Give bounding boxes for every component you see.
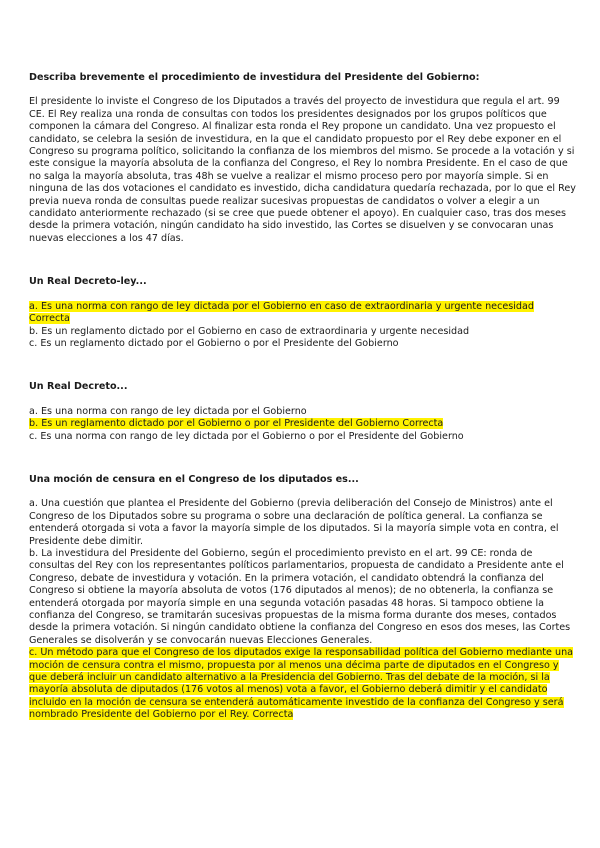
answer-text: El presidente lo inviste el Congreso de los Diputados a través del proyecto de investidura que regula el art. 99 CE. El Rey realiza una ronda de consultas con todos los presidentes designados por los grupos políticos que componen la cámara del Congreso. Al finalizar esta ronda el Rey propone un candidato. Una vez propuesto el candidato, se celebra la sesión de investidura, en la que el candidato propuesto por el Rey debe exponer en el Congreso su programa político, solicitando la confianza de los miembros del mismo. Se procede a la votación y si este consigue la mayoría absoluta de la confianza del Congreso, el Rey lo nombra Presidente. En el caso de que no salga la mayoría absoluta, tras 48h se vuelve a realizar el mismo proceso pero por mayoría simple. Si en ninguna de las dos votaciones el candidato es investido, dicha candidatura quedaría rechazada, por lo que el Rey previa nueva ronda de consultas puede realizar sucesivas propuestas de candidatos o volver a elegir a un candidato anteriormente rechazado (si se cree que puede obtener el apoyo). En cualquier caso, tras dos meses desde la primera votación, ningún candidato ha sido investido, las Cortes se disuelven y se convocaran unas nuevas elecciones a los 47 días.	[29, 96, 576, 244]
option-c	[29, 647, 577, 721]
highlighted-answer: a. Es una norma con rango de ley dictada por el Gobierno en caso de extraordinaria y urgente necesidad Correcta	[29, 300, 534, 325]
highlighted-answer: c. Un método para que el Congreso de los diputados exige la responsabilidad política del Gobierno mediante una moción de censura contra el mismo, propuesta por al menos una décima parte de diputados en el Congreso y que deberá incluir un candidato alternativo a la Presidencia del Gobierno. Tras del debate de la moción, si la mayoría absoluta de diputados (176 votos al menos) vota a favor, el Gobierno deberá dimitir y el candidato incluido en la moción de censura se entenderá automáticamente investido de la confianza del Congreso y será nombrado Presidente del Gobierno por el Rey. Correcta	[29, 647, 574, 721]
option-a: a. Una cuestión que plantea el Presidente del Gobierno (previa deliberación del Consejo de Ministros) ante el Congreso de los Diputados sobre su programa o sobre una declaración de política general. La confianza se entenderá otorgada si vota a favor la mayoría simple de los diputados. Si la mayoría simple vota en contra, el Presidente debe dimitir.	[29, 498, 559, 547]
question-real-decreto-ley	[29, 276, 577, 350]
option-b: b. La investidura del Presidente del Gobierno, según el procedimiento previsto en el art. 99 CE: ronda de consultas del Rey con los representantes políticos parlamentarios, propuesta de candidato a Presidente ante el Congreso, debate de investidura y votación. En la primera votación, el candidato obtendrá la confianza del Congreso si obtiene la mayoría absoluta de votos (176 diputados al menos); de no obtenerla, la confianza se entenderá otorgada por mayoría simple en una segunda votación pasadas 48 horas. Si tampoco obtiene la confianza del Congreso, se tramitarán sucesivas propuestas de la misma forma durante dos meses, contados desde la primera votación. Si ningún candidato obtiene la confianza del Congreso en esos dos meses, las Cortes Generales se disolverán y se convocarán nuevas Elecciones Generales.	[29, 547, 571, 646]
option-a	[29, 301, 577, 326]
option-c: c. Es una norma con rango de ley dictada por el Gobierno o por el Presidente del Gobierno	[29, 430, 464, 442]
document-page	[29, 72, 577, 722]
highlighted-answer: b. Es un reglamento dictado por el Gobierno o por el Presidente del Gobierno Correcta	[29, 418, 444, 430]
question-title: Un Real Decreto-ley...	[29, 276, 147, 288]
question-title: Una moción de censura en el Congreso de los diputados es...	[29, 473, 359, 485]
question-title: Describa brevemente el procedimiento de investidura del Presidente del Gobierno:	[29, 72, 480, 83]
option-b: b. Es un reglamento dictado por el Gobierno en caso de extraordinaria y urgente necesidad	[29, 325, 470, 337]
option-b	[29, 418, 577, 430]
question-title: Un Real Decreto...	[29, 381, 128, 393]
question-real-decreto	[29, 381, 577, 443]
question-mocion-censura	[29, 474, 577, 722]
option-a: a. Es una norma con rango de ley dictada por el Gobierno	[29, 405, 307, 417]
option-c: c. Es un reglamento dictado por el Gobierno o por el Presidente del Gobierno	[29, 337, 399, 349]
question-investidura	[29, 72, 577, 245]
